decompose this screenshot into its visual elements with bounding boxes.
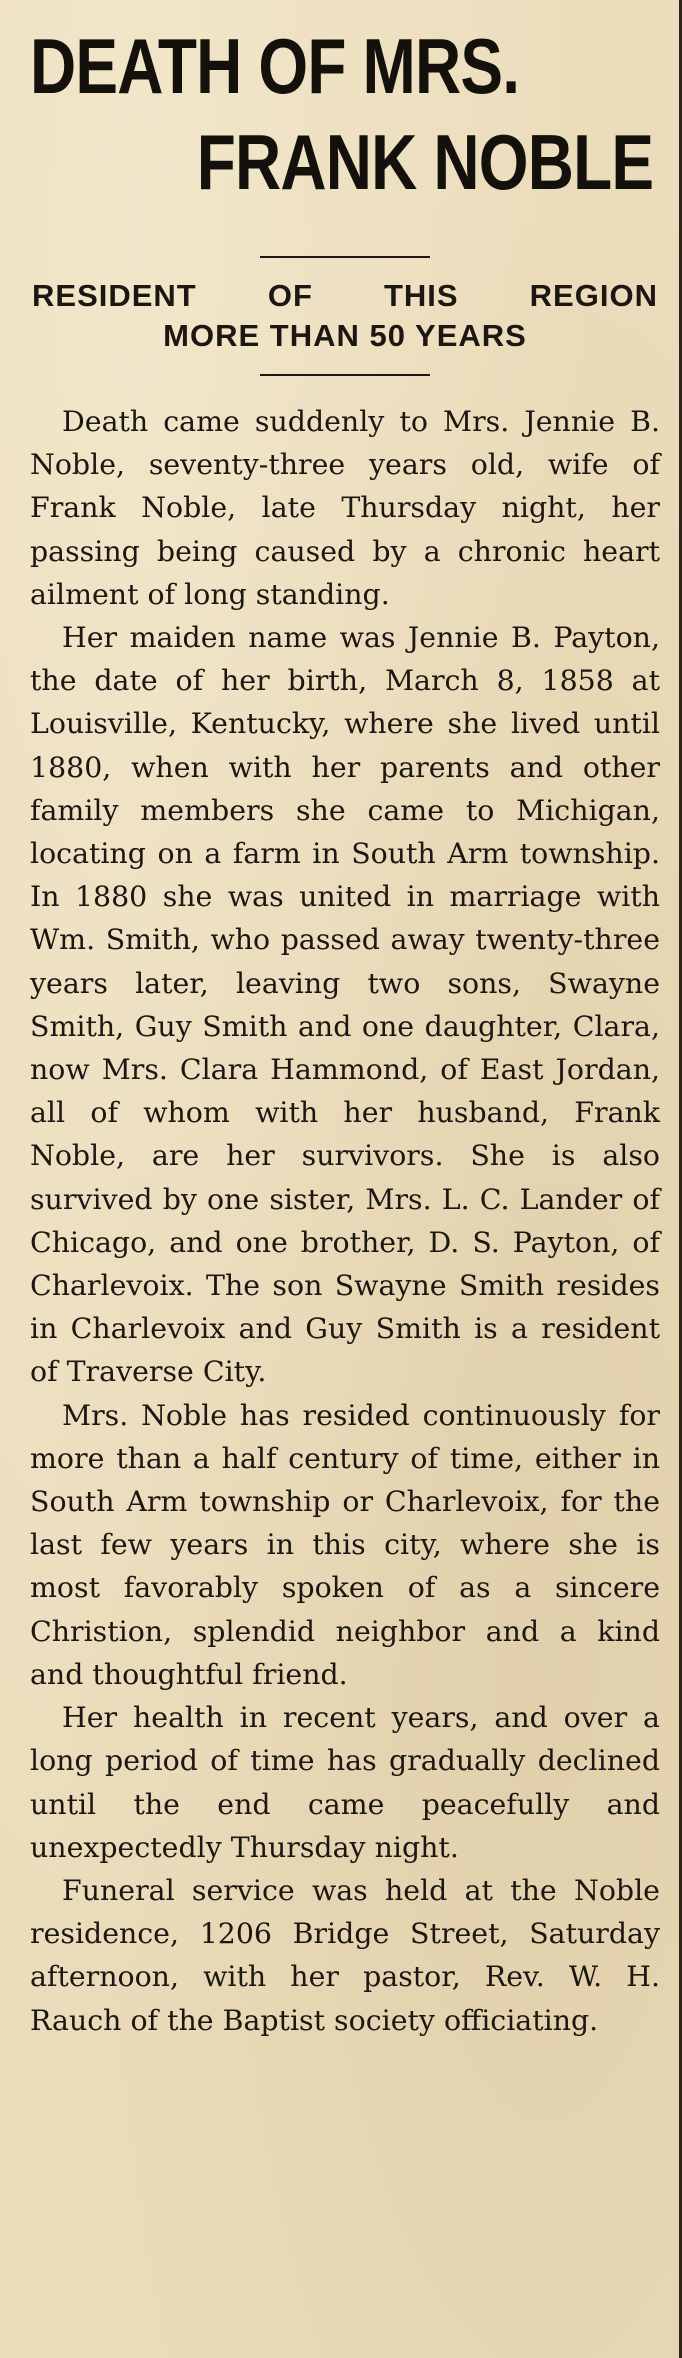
subheadline-word: RESIDENT bbox=[32, 278, 197, 313]
paragraph: Funeral service was held at the Noble residence, 1206 Bridge Street, Saturday afternoon, with her pastor, Rev. W. H. Rauch of the Baptist society officiating. bbox=[30, 1873, 660, 2037]
subheadline-word: THIS bbox=[383, 278, 459, 313]
paragraph: Mrs. Noble has resided continuously for more than a half century of time, either in South Arm township or Charlevoix, for the last few years in this city, where she is most favorably spoken of as a sincere Christion, splendid neighbor and a kind and thoughtful friend. bbox=[30, 1398, 660, 1691]
paragraph: Her health in recent years, and over a long period of time has gradually declined until the end came peacefully and unexpectedly Thursday night. bbox=[30, 1701, 660, 1864]
subheadline-word: OF bbox=[267, 278, 313, 313]
article-body bbox=[30, 400, 660, 2042]
divider-rule-bottom bbox=[260, 374, 430, 376]
headline bbox=[30, 18, 653, 210]
headline-line-2: FRANK NOBLE bbox=[196, 118, 654, 206]
subheadline bbox=[30, 276, 660, 356]
subheadline-line-1 bbox=[30, 276, 660, 316]
paragraph: Her maiden name was Jennie B. Payton, the date of her birth, March 8, 1858 at Louisville, Kentucky, where she lived until 1880, when with her parents and other family members she came to Michigan, locating on a farm in South Arm township. In 1880 she was united in marriage with Wm. Smith, who passed away twenty-three years later, leaving two sons, Swayne Smith, Guy Smith and one daughter, Clara, now Mrs. Clara Hammond, of East Jordan, all of whom with her husband, Frank Noble, are her survivors. She is also survived by one sister, Mrs. L. C. Lander of Chicago, and one brother, D. S. Payton, of Charlevoix. The son Swayne Smith resides in Charlevoix and Guy Smith is a resident of Traverse City. bbox=[30, 621, 660, 1389]
subheadline-word: REGION bbox=[529, 278, 658, 313]
paragraph: Death came suddenly to Mrs. Jennie B. Noble, seventy-three years old, wife of Frank Noble, late Thursday night, her passing being caused by a chronic heart ailment of long standing. bbox=[30, 405, 660, 611]
headline-line-1: DEATH OF MRS. bbox=[30, 22, 520, 110]
divider-rule-top bbox=[260, 256, 430, 258]
subheadline-line-2: MORE THAN 50 YEARS bbox=[163, 318, 527, 353]
